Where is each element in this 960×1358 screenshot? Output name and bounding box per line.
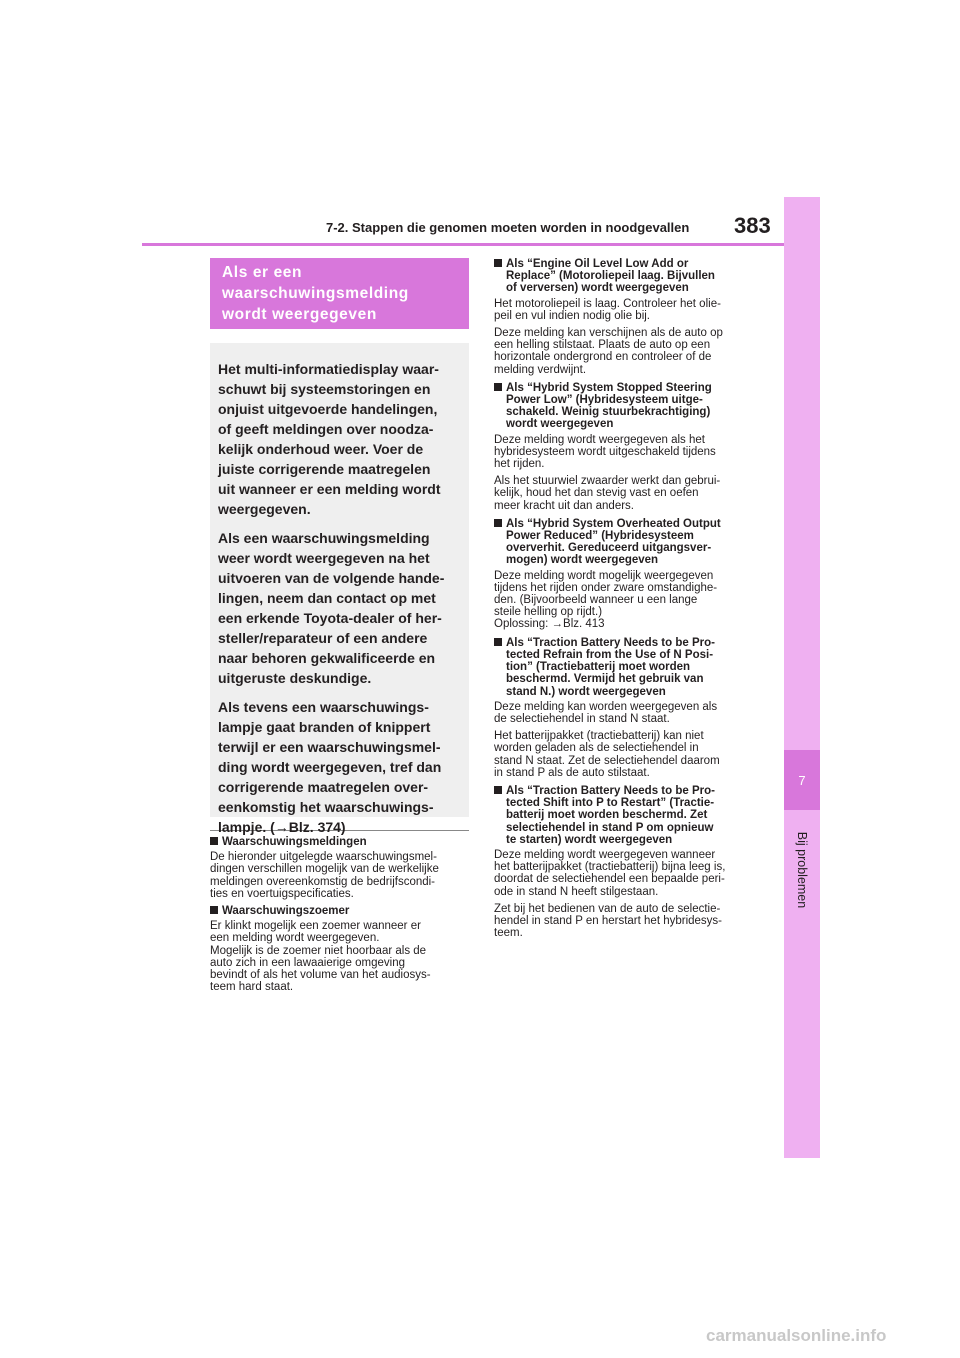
message-title-line xyxy=(494,686,756,698)
intro-line: uitvoeren van de volgende hande- xyxy=(218,570,445,586)
intro-paragraph xyxy=(218,359,457,519)
message-section xyxy=(494,637,756,779)
message-title-line xyxy=(494,637,756,649)
text-line: worden geladen als de selectiehendel in xyxy=(494,742,699,755)
text-line: meldingen overeenkomstig de bedrijfscondi- xyxy=(210,875,436,888)
message-title-line xyxy=(494,418,756,430)
section-title-text: Waarschuwingsmeldingen xyxy=(222,836,367,848)
chapter-label-container xyxy=(784,815,820,925)
message-title-text: Als “Engine Oil Level Low Add or xyxy=(506,258,689,270)
text-line: horizontale ondergrond en controleer of de xyxy=(494,351,712,364)
text-line: De hieronder uitgelegde waarschuwingsmel- xyxy=(210,851,437,864)
message-title-line xyxy=(494,258,756,270)
text-line: peil en vul indien nodig olie bij. xyxy=(494,309,650,322)
message-paragraph xyxy=(494,570,756,631)
message-title-line xyxy=(494,649,756,661)
text-line: tijdens het rijden onder zware omstandighe- xyxy=(494,581,718,594)
chapter-number: 7 xyxy=(784,750,820,810)
square-bullet-icon xyxy=(494,638,502,646)
text-line: steile helling op rijdt.) xyxy=(494,606,603,619)
text-line: een melding wordt weergegeven. xyxy=(210,932,380,945)
text-line: stand N staat. Zet de selectiehendel daarom xyxy=(494,754,720,767)
message-title-line xyxy=(494,822,756,834)
intro-line: lampje. (→Blz. 374) xyxy=(218,819,346,835)
message-title-text: Power Reduced” (Hybridesysteem xyxy=(506,530,694,543)
text-line: Deze melding wordt weergegeven wanneer xyxy=(494,848,716,861)
message-title-line xyxy=(494,834,756,846)
intro-line: eenkomstig het waarschuwings- xyxy=(218,799,434,815)
left-section xyxy=(210,905,469,993)
intro-paragraph xyxy=(218,697,457,837)
message-title-line xyxy=(494,542,756,554)
text-line: den. (Bijvoorbeeld wanneer u een lange xyxy=(494,594,698,607)
message-section xyxy=(494,382,756,512)
text-line: Mogelijk is de zoemer niet hoorbaar als de xyxy=(210,944,427,957)
message-paragraph xyxy=(494,298,756,322)
intro-line: kelijk onderhoud weer. Voer de xyxy=(218,441,424,457)
intro-line: of geeft meldingen over noodza- xyxy=(218,421,434,437)
message-title-text: Als “Hybrid System Overheated Output xyxy=(506,517,721,530)
text-line: Oplossing: →Blz. 413 xyxy=(494,618,605,631)
left-sections xyxy=(210,836,469,993)
text-line: dingen verschillen mogelijk van de werkelijke xyxy=(210,863,439,876)
message-paragraph xyxy=(494,701,756,725)
intro-line: onjuist uitgevoerde handelingen, xyxy=(218,401,438,417)
text-line: doordat de selectiehendel een bepaalde peri- xyxy=(494,873,725,886)
intro-line: lampje gaat branden of knippert xyxy=(218,719,431,735)
message-title-text: selectiehendel in stand P om opnieuw xyxy=(506,821,714,834)
message-title-line xyxy=(494,530,756,542)
message-title-text: Als “Hybrid System Stopped Steering xyxy=(506,381,712,394)
text-line: meer kracht uit dan anders. xyxy=(494,499,634,512)
intro-line: juiste corrigerende maatregelen xyxy=(218,461,431,477)
message-title-text: tion” (Tractiebatterij moet worden xyxy=(506,661,691,674)
heading-line: Als er een xyxy=(222,264,303,281)
message-title-text: te starten) wordt weergegeven xyxy=(506,833,673,846)
square-bullet-icon xyxy=(494,259,502,267)
message-title xyxy=(494,637,756,698)
message-paragraph xyxy=(494,327,756,376)
text-line: Als het stuurwiel zwaarder werkt dan gebrui- xyxy=(494,475,721,488)
square-bullet-icon xyxy=(494,519,502,527)
text-line: Het motoroliepeil is laag. Controleer het olie- xyxy=(494,297,721,310)
text-line: hendel in stand P en herstart het hybridesys- xyxy=(494,914,723,927)
text-line: melding verdwijnt. xyxy=(494,363,587,376)
section-title-text: Waarschuwingszoemer xyxy=(222,905,350,918)
heading-line: waarschuwingsmelding xyxy=(222,285,409,302)
square-bullet-icon xyxy=(210,837,218,845)
text-line: teem hard staat. xyxy=(210,981,294,994)
text-line: Deze melding kan verschijnen als de auto op xyxy=(494,327,723,340)
intro-line: lingen, neem dan contact op met xyxy=(218,590,436,606)
section-paragraph xyxy=(210,851,469,900)
message-section xyxy=(494,518,756,631)
message-title-line xyxy=(494,785,756,797)
section-title xyxy=(210,836,469,848)
message-section xyxy=(494,785,756,939)
message-paragraph xyxy=(494,475,756,512)
message-title-text: tected Refrain from the Use of N Posi- xyxy=(506,648,714,661)
message-title-line xyxy=(494,406,756,418)
message-title-text: batterij moet worden beschermd. Zet xyxy=(506,809,708,822)
message-paragraph xyxy=(494,903,756,940)
message-title-text: Als “Traction Battery Needs to be Pro- xyxy=(506,784,715,797)
intro-line: terwijl er een waarschuwingsmel- xyxy=(218,739,441,755)
message-title xyxy=(494,258,756,295)
message-title-text: oververhit. Gereduceerd uitgangsver- xyxy=(506,542,712,555)
intro-line: schuwt bij systeemstoringen en xyxy=(218,381,431,397)
intro-line: uitgeruste deskundige. xyxy=(218,670,372,686)
message-title-line xyxy=(494,554,756,566)
message-section xyxy=(494,258,756,376)
message-title xyxy=(494,518,756,567)
left-section xyxy=(210,836,469,900)
heading-box xyxy=(210,258,469,329)
message-title-text: of verversen) wordt weergegeven xyxy=(506,282,689,295)
message-title-text: beschermd. Vermijd het gebruik van xyxy=(506,673,704,686)
text-line: Zet bij het bedienen van de auto de selectie- xyxy=(494,902,721,915)
section-title xyxy=(210,905,469,917)
text-line: in stand P als de auto stilstaat. xyxy=(494,766,650,779)
message-title-text: Replace” (Motoroliepeil laag. Bijvullen xyxy=(506,270,715,283)
intro-line: Als tevens een waarschuwings- xyxy=(218,699,429,715)
intro-line: weergegeven. xyxy=(218,501,311,517)
right-column xyxy=(494,258,756,945)
text-line: Deze melding kan worden weergegeven als xyxy=(494,700,718,713)
message-title xyxy=(494,785,756,846)
intro-line: Als een waarschuwingsmelding xyxy=(218,530,430,546)
message-title-text: wordt weergegeven xyxy=(506,418,614,431)
message-title-line xyxy=(494,661,756,673)
message-title-line xyxy=(494,382,756,394)
message-title xyxy=(494,382,756,431)
message-title-text: Power Low” (Hybridesysteem uitge- xyxy=(506,394,703,407)
chapter-label: Bij problemen xyxy=(795,831,809,909)
message-title-text: schakeld. Weinig stuurbekrachtiging) xyxy=(506,406,711,419)
text-line: een helling stilstaat. Plaats de auto op een xyxy=(494,339,711,352)
text-line: Het batterijpakket (tractiebatterij) kan niet xyxy=(494,730,704,743)
text-line: hybridesysteem wordt uitgeschakeld tijdens xyxy=(494,445,716,458)
chapter-side-tab xyxy=(784,197,820,1158)
message-paragraph xyxy=(494,434,756,471)
square-bullet-icon xyxy=(494,786,502,794)
message-title-line xyxy=(494,809,756,821)
text-line: het batterijpakket (tractiebatterij) bijna leeg is, xyxy=(494,861,726,874)
intro-box xyxy=(210,343,469,835)
text-line: teem. xyxy=(494,927,523,940)
message-title-line xyxy=(494,282,756,294)
message-paragraph xyxy=(494,849,756,898)
message-title-line xyxy=(494,270,756,282)
heading-line: wordt weergegeven xyxy=(222,306,377,323)
left-column xyxy=(210,258,469,998)
message-title-line xyxy=(494,673,756,685)
intro-line: steller/reparateur of een andere xyxy=(218,630,428,646)
square-bullet-icon xyxy=(210,906,218,914)
message-title-line xyxy=(494,394,756,406)
watermark-logo: carmanualsonline.info xyxy=(706,1326,887,1345)
section-title: 7-2. Stappen die genomen moeten worden in noodgevallen xyxy=(326,220,690,235)
intro-line: corrigerende maatregelen over- xyxy=(218,779,429,795)
text-line: auto zich in een lawaaierige omgeving xyxy=(210,956,405,969)
section-paragraph xyxy=(210,920,469,993)
text-line: het rijden. xyxy=(494,458,545,471)
text-line: ode in stand N heeft stilgestaan. xyxy=(494,885,659,898)
text-line: ties en voertuigspecificaties. xyxy=(210,887,354,900)
message-title-line xyxy=(494,518,756,530)
intro-line: weer wordt weergegeven na het xyxy=(218,550,430,566)
intro-line: naar behoren gekwalificeerde en xyxy=(218,650,436,666)
text-line: Deze melding wordt mogelijk weergegeven xyxy=(494,569,714,582)
square-bullet-icon xyxy=(494,383,502,391)
header-rule xyxy=(142,243,784,246)
message-paragraph xyxy=(494,730,756,779)
intro-line: Het multi-informatiedisplay waar- xyxy=(218,361,439,377)
intro-line: een erkende Toyota-dealer of her- xyxy=(218,610,442,626)
text-line: kelijk, houd het dan stevig vast en oefen xyxy=(494,487,699,500)
page-number: 383 xyxy=(734,213,771,238)
message-title-text: Als “Traction Battery Needs to be Pro- xyxy=(506,636,715,649)
text-line: Er klinkt mogelijk een zoemer wanneer er xyxy=(210,920,421,933)
message-title-text: mogen) wordt weergegeven xyxy=(506,554,659,567)
intro-line: ding wordt weergegeven, tref dan xyxy=(218,759,442,775)
message-title-text: tected Shift into P to Restart” (Tractie- xyxy=(506,797,715,810)
message-title-line xyxy=(494,797,756,809)
text-line: de selectiehendel in stand N staat. xyxy=(494,712,670,725)
text-line: Deze melding wordt weergegeven als het xyxy=(494,433,705,446)
text-line: bevindt of als het volume van het audiosys- xyxy=(210,969,431,982)
intro-line: uit wanneer er een melding wordt xyxy=(218,481,441,497)
message-title-text: stand N.) wordt weergegeven xyxy=(506,685,666,698)
intro-paragraph xyxy=(218,528,457,688)
